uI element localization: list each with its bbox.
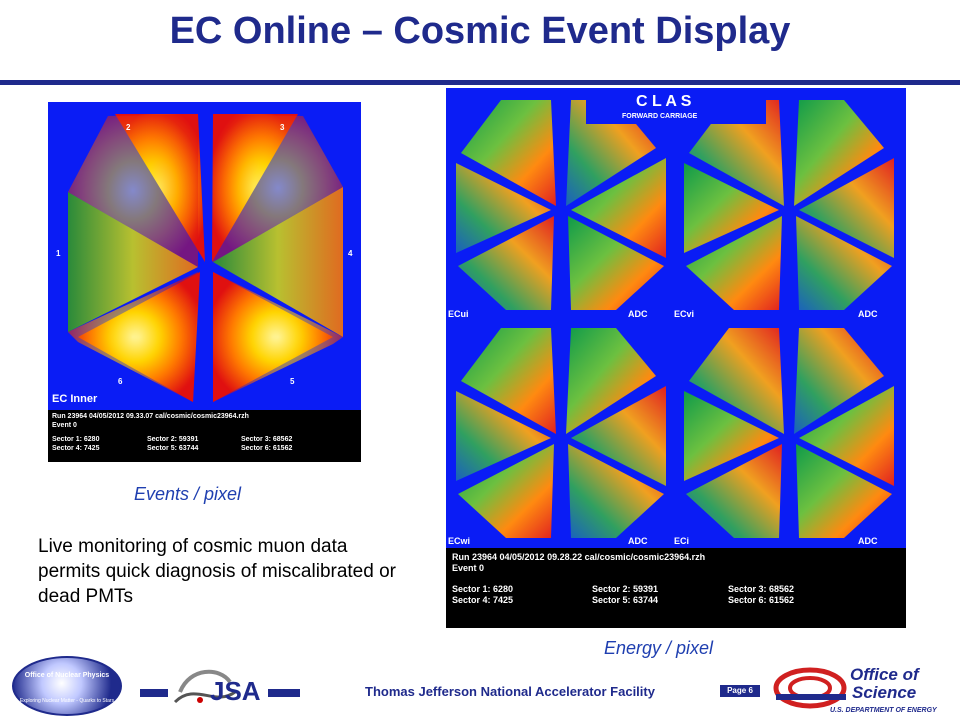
quadrant-name-ecwi: ECwi bbox=[448, 536, 471, 546]
sector-count: Sector 4: 7425 bbox=[452, 595, 514, 605]
doe-logo-icon bbox=[770, 658, 960, 718]
left-caption: Events / pixel bbox=[134, 484, 242, 504]
sector-count: Sector 5: 63744 bbox=[147, 445, 199, 452]
event-line: Event 0 bbox=[452, 563, 485, 573]
sector-label-3: 3 bbox=[280, 123, 285, 132]
clas-forward-carriage-display bbox=[446, 88, 906, 628]
eci-hexagon bbox=[684, 328, 894, 538]
sector-count: Sector 1: 6280 bbox=[52, 436, 100, 443]
ecui-hexagon bbox=[456, 100, 666, 310]
quadrant-name-eci: ECi bbox=[674, 536, 690, 546]
footer-bar bbox=[140, 689, 168, 697]
title-divider bbox=[0, 80, 960, 85]
quadrant-unit: ADC bbox=[858, 536, 878, 546]
ecwi-hexagon bbox=[456, 328, 666, 538]
sector-label-6: 6 bbox=[118, 377, 123, 386]
sector-count: Sector 6: 61562 bbox=[728, 595, 795, 605]
sector-count: Sector 2: 59391 bbox=[592, 584, 659, 594]
footer bbox=[0, 652, 960, 720]
page-number: Page 6 bbox=[720, 685, 760, 697]
sector-label-4: 4 bbox=[348, 249, 353, 258]
ecvi-hexagon bbox=[684, 100, 894, 310]
right-run-info bbox=[446, 548, 906, 628]
svg-text:Science: Science bbox=[852, 683, 917, 702]
sector-count: Sector 5: 63744 bbox=[592, 595, 659, 605]
quadrant-unit: ADC bbox=[628, 309, 648, 319]
sector-count: Sector 6: 61562 bbox=[241, 445, 293, 452]
office-of-science-logo bbox=[770, 658, 960, 718]
sector-count: Sector 3: 68562 bbox=[241, 436, 293, 443]
quadrant-name-ecvi: ECvi bbox=[674, 309, 695, 319]
ec-inner-hexagon bbox=[48, 102, 361, 462]
clas-header: C L A S bbox=[636, 93, 692, 110]
lab-name: Thomas Jefferson National Accelerator Facility bbox=[365, 684, 655, 699]
slide-title: EC Online – Cosmic Event Display bbox=[169, 10, 791, 52]
footer-bar bbox=[268, 689, 300, 697]
sector-count: Sector 1: 6280 bbox=[452, 584, 514, 594]
run-line: Run 23964 04/05/2012 09.33.07 cal/cosmic/cosmic23964.rzh bbox=[52, 413, 249, 420]
nuclear-physics-logo: Office of Nuclear Physics Exploring Nuclear Matter - Quarks to Stars bbox=[12, 656, 122, 716]
sector-count: Sector 2: 59391 bbox=[147, 436, 199, 443]
detector-name: EC Inner bbox=[52, 393, 98, 405]
description-text: Live monitoring of cosmic muon data permits quick diagnosis of miscalibrated or dead PMTs bbox=[38, 536, 396, 607]
svg-text:JSA: JSA bbox=[210, 676, 261, 706]
jsa-swoosh-icon bbox=[170, 662, 265, 712]
sector-count: Sector 4: 7425 bbox=[52, 445, 100, 452]
quadrant-unit: ADC bbox=[858, 309, 878, 319]
sector-label-5: 5 bbox=[290, 377, 295, 386]
jsa-logo bbox=[170, 662, 265, 712]
right-caption: Energy / pixel bbox=[604, 638, 714, 658]
quadrant-name-ecui: ECui bbox=[448, 309, 469, 319]
run-line: Run 23964 04/05/2012 09.28.22 cal/cosmic/cosmic23964.rzh bbox=[452, 552, 706, 562]
clas-quadrants bbox=[446, 88, 906, 628]
left-run-info bbox=[48, 410, 361, 462]
sector-label-2: 2 bbox=[126, 123, 131, 132]
ec-inner-display bbox=[48, 102, 361, 462]
quadrant-unit: ADC bbox=[628, 536, 648, 546]
svg-text:U.S. DEPARTMENT OF ENERGY: U.S. DEPARTMENT OF ENERGY bbox=[830, 707, 937, 714]
clas-subheader: FORWARD CARRIAGE bbox=[622, 113, 698, 120]
sector-count: Sector 3: 68562 bbox=[728, 584, 795, 594]
event-line: Event 0 bbox=[52, 422, 77, 429]
sector-label-1: 1 bbox=[56, 249, 61, 258]
svg-text:Office of: Office of bbox=[850, 665, 919, 684]
